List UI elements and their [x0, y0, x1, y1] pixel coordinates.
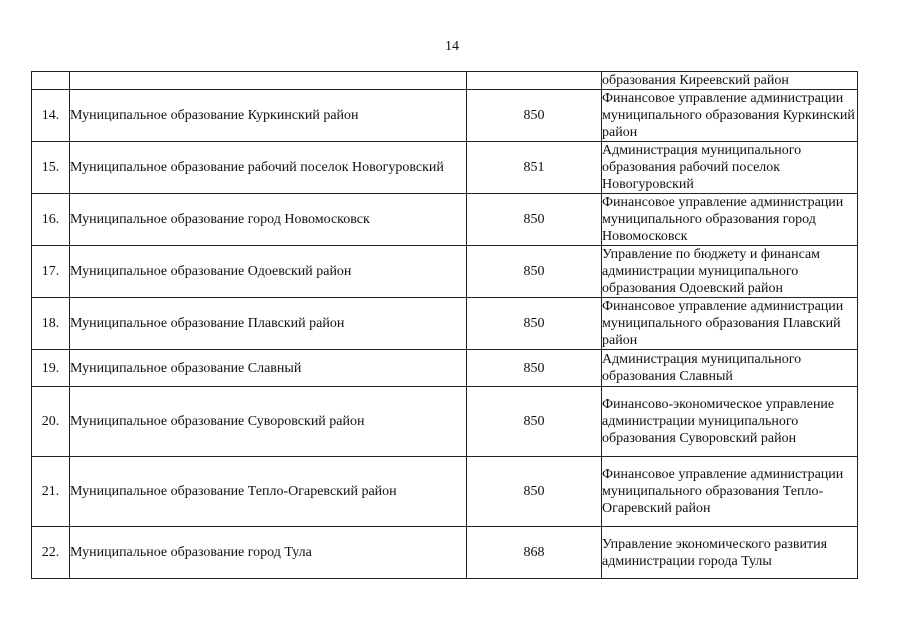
table-row [32, 246, 858, 298]
code-cell: 850 [467, 90, 602, 142]
table-row [32, 298, 858, 350]
responsible-body-cell: Управление экономического развития администрации города Тулы [602, 527, 858, 579]
entity-name-cell [70, 72, 467, 90]
entity-name-cell: Муниципальное образование Суворовский район [70, 387, 467, 457]
responsible-body-cell: Финансовое управление администрации муниципального образования Плавский район [602, 298, 858, 350]
table-row-continuation [32, 72, 858, 90]
code-cell: 851 [467, 142, 602, 194]
entity-name-cell: Муниципальное образование Куркинский район [70, 90, 467, 142]
code-cell [467, 72, 602, 90]
responsible-body-cell: Администрация муниципального образования Славный [602, 350, 858, 387]
code-cell: 850 [467, 194, 602, 246]
responsible-body-cell: Администрация муниципального образования рабочий поселок Новогуровский [602, 142, 858, 194]
table-row [32, 194, 858, 246]
responsible-body-cell: Финансовое управление администрации муниципального образования Куркинский район [602, 90, 858, 142]
row-number-cell: 16. [32, 194, 70, 246]
responsible-body-cell: Финансовое управление администрации муниципального образования Тепло-Огаревский район [602, 457, 858, 527]
code-cell: 850 [467, 298, 602, 350]
entity-name-cell: Муниципальное образование Плавский район [70, 298, 467, 350]
row-number-cell: 21. [32, 457, 70, 527]
row-number-cell: 20. [32, 387, 70, 457]
entity-name-cell: Муниципальное образование город Тула [70, 527, 467, 579]
entity-name-cell: Муниципальное образование город Новомосковск [70, 194, 467, 246]
responsible-body-cell: Финансово-экономическое управление администрации муниципального образования Суворовский район [602, 387, 858, 457]
row-number-cell: 17. [32, 246, 70, 298]
entity-name-cell: Муниципальное образование Тепло-Огаревский район [70, 457, 467, 527]
responsible-body-cell: Финансовое управление администрации муниципального образования город Новомосковск [602, 194, 858, 246]
municipal-entities-table [31, 71, 858, 579]
entity-name-cell: Муниципальное образование Одоевский район [70, 246, 467, 298]
table-row [32, 90, 858, 142]
entity-name-cell: Муниципальное образование Славный [70, 350, 467, 387]
row-number-cell: 19. [32, 350, 70, 387]
code-cell: 850 [467, 387, 602, 457]
entity-name-cell: Муниципальное образование рабочий поселок Новогуровский [70, 142, 467, 194]
code-cell: 850 [467, 457, 602, 527]
code-cell: 850 [467, 246, 602, 298]
code-cell: 868 [467, 527, 602, 579]
table-row [32, 142, 858, 194]
row-number-cell: 22. [32, 527, 70, 579]
row-number-cell: 18. [32, 298, 70, 350]
code-cell: 850 [467, 350, 602, 387]
row-number-cell: 14. [32, 90, 70, 142]
row-number-cell: 15. [32, 142, 70, 194]
table-row [32, 457, 858, 527]
responsible-body-cell: Управление по бюджету и финансам администрации муниципального образования Одоевский район [602, 246, 858, 298]
row-number-cell [32, 72, 70, 90]
table-row [32, 350, 858, 387]
page-number: 14 [445, 39, 459, 54]
table-row [32, 527, 858, 579]
responsible-body-cell: образования Киреевский район [602, 72, 858, 90]
table-row [32, 387, 858, 457]
